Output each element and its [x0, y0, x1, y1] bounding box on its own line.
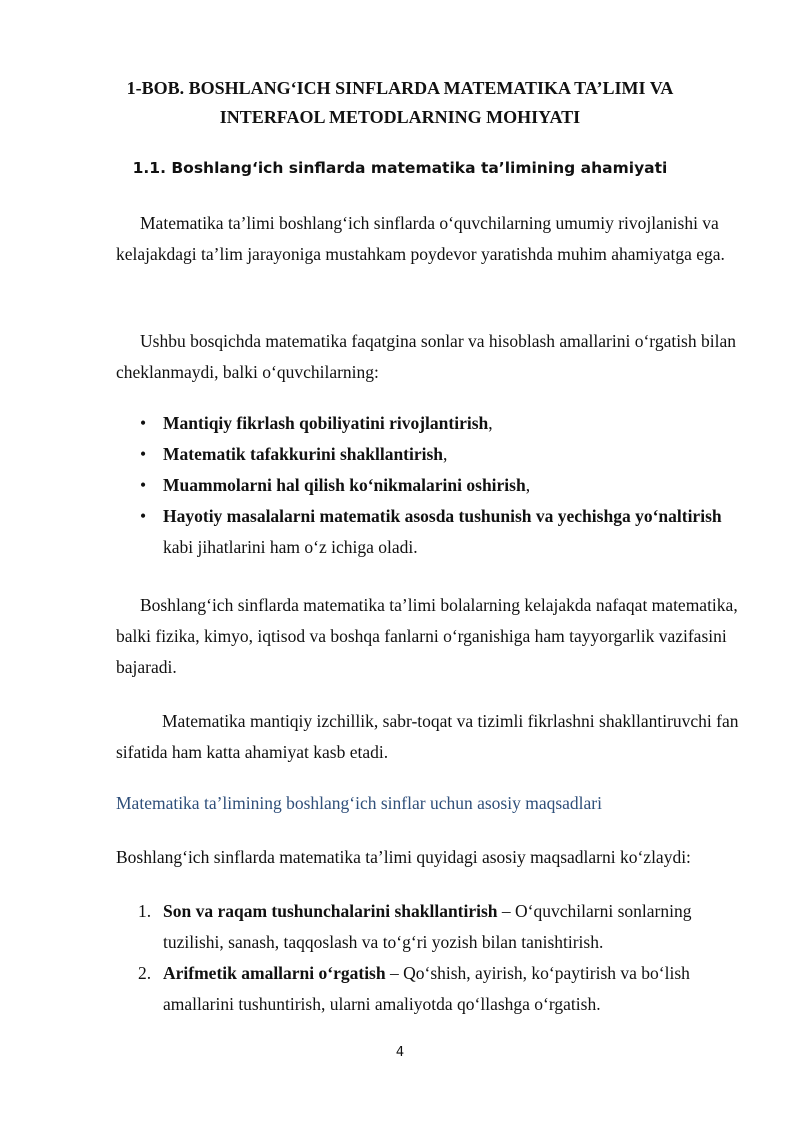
bullet-marker: • — [140, 413, 147, 433]
list-item-rest: , — [443, 444, 448, 464]
chapter-title-line2: INTERFAOL METODLARNING MOHIYATI — [219, 107, 581, 127]
list-item-bold: Hayotiy masalalarni matematik asosda tushunish va yechishga yo‘naltirish — [163, 506, 722, 526]
paragraph-goals-intro: Boshlang‘ich sinflarda matematika ta’limi quyidagi asosiy maqsadlarni ko‘zlaydi: — [116, 847, 691, 867]
paragraph-logic: Matematika mantiqiy izchillik, sabr-toqat va tizimli fikrlashni shakllantiruvchi fan sifatida ham katta ahamiyat kasb etadi. — [116, 711, 739, 762]
list-item-bold: Mantiqiy fikrlash qobiliyatini rivojlantirish — [163, 413, 489, 433]
list-item-rest: , — [525, 475, 531, 495]
bullet-marker: • — [140, 475, 147, 495]
subheading-goals: Matematika ta’limining boshlang‘ich sinflar uchun asosiy maqsadlari — [116, 793, 602, 813]
paragraph-future: Boshlang‘ich sinflarda matematika ta’limi bolalarning kelajakda nafaqat matematika, balki fizika, kimyo, iqtisod va boshqa fanlarni o‘rganishiga ham tayyorgarlik vazifasini bajaradi. — [116, 595, 738, 677]
list-item — [116, 439, 746, 470]
list-item-rest: – Qo‘shish, ayirish, ko‘paytirish va bo‘lish amallarini tushuntirish, ularni amaliyotda qo‘llashga o‘rgatish. — [163, 963, 690, 1014]
chapter-title-line1: 1-BOB. BOSHLANG‘ICH SINFLARDA MATEMATIKA TA’LIMI VA — [126, 78, 674, 98]
list-item-bold: Son va raqam tushunchalarini shakllantirish — [163, 901, 498, 921]
bullet-marker: • — [140, 444, 147, 464]
list-item — [116, 501, 746, 563]
chapter-title — [60, 74, 740, 132]
list-item-rest: , — [488, 413, 493, 433]
list-item-rest: kabi jihatlarini ham o‘z ichiga oladi. — [163, 537, 418, 557]
page-number: 4 — [395, 1045, 405, 1060]
list-item-bold: Arifmetik amallarni o‘rgatish — [163, 963, 386, 983]
list-item-number: 2. — [138, 963, 152, 983]
list-item — [116, 958, 746, 1020]
list-item-bold: Matematik tafakkurini shakllantirish — [163, 444, 444, 464]
paragraph-intro: Matematika ta’limi boshlang‘ich sinflarda o‘quvchilarning umumiy rivojlanishi va kelajakdagi ta’lim jarayoniga mustahkam poydevor yaratishda muhim ahamiyatga ega. — [116, 213, 725, 264]
list-item — [116, 408, 746, 439]
paragraph-stage: Ushbu bosqichda matematika faqatgina sonlar va hisoblash amallarini o‘rgatish bilan cheklanmaydi, balki o‘quvchilarning: — [116, 331, 736, 382]
numbered-list — [116, 896, 746, 1020]
section-title: 1.1. Boshlang‘ich sinflarda matematika ta’limining ahamiyati — [132, 159, 668, 177]
bullet-marker: • — [140, 506, 147, 526]
list-item-number: 1. — [138, 901, 152, 921]
list-item-rest: – O‘quvchilarni sonlarning tuzilishi, sanash, taqqoslash va to‘g‘ri yozish bilan tanishtirish. — [163, 901, 692, 952]
list-item — [116, 470, 746, 501]
bullet-list — [116, 408, 746, 563]
list-item-bold: Muammolarni hal qilish ko‘nikmalarini oshirish — [163, 475, 526, 495]
list-item — [116, 896, 746, 958]
